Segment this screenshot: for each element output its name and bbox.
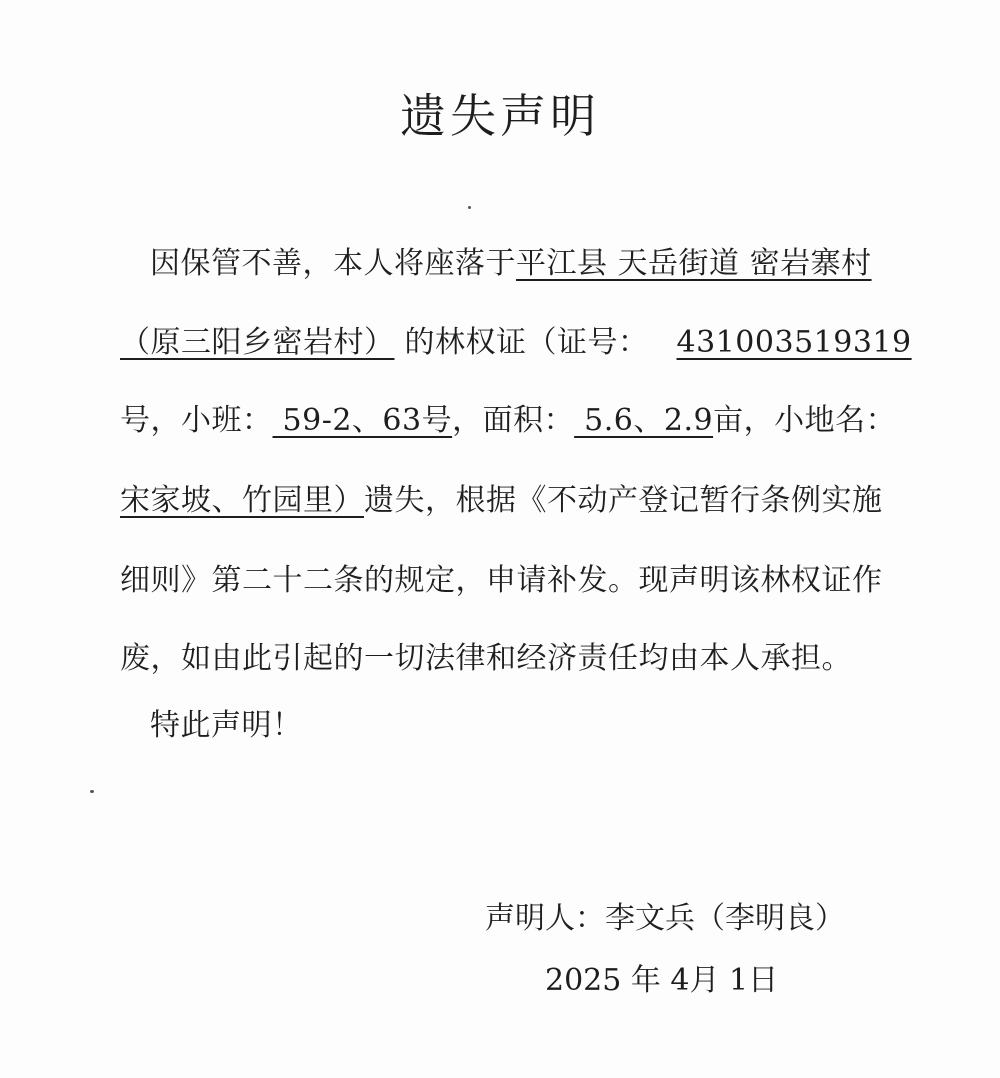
scan-speck xyxy=(468,206,471,209)
declaration-date: 2025 年 4月 1日 xyxy=(545,963,779,998)
line2-middle: 的林权证（证号： xyxy=(394,325,649,360)
area-values: 5.6、2.9 xyxy=(574,403,714,438)
original-village-text: （原三阳乡密岩村） xyxy=(120,325,395,360)
scan-speck xyxy=(90,790,94,793)
line3-suffix: 亩，小地名： xyxy=(713,403,897,438)
line4-suffix: 遗失，根据《不动产登记暂行条例实施 xyxy=(364,483,883,518)
line3-prefix: 号，小班： xyxy=(120,403,273,438)
document-title: 遗失声明 xyxy=(400,89,600,143)
line3-middle: ，面积： xyxy=(452,403,575,438)
body-line-3 xyxy=(120,395,896,439)
body-line-4 xyxy=(120,475,883,519)
body-line-2 xyxy=(120,317,912,361)
line1-prefix: 因保管不善，本人将座落于 xyxy=(150,246,516,281)
plot-numbers: 59-2、63号 xyxy=(272,403,453,438)
certificate-number: 431003519319 xyxy=(676,325,912,360)
body-line-1 xyxy=(150,238,872,282)
declarant-signature: 声明人：李文兵（李明良） xyxy=(485,901,845,936)
body-line-5: 细则》第二十二条的规定，申请补发。现声明该林权证作 xyxy=(120,563,883,598)
closing-statement: 特此声明！ xyxy=(150,708,303,743)
place-names: 宋家坡、竹园里） xyxy=(120,483,364,518)
location-text: 平江县 天岳街道 密岩寨村 xyxy=(516,246,872,281)
body-line-6: 废，如由此引起的一切法律和经济责任均由本人承担。 xyxy=(120,641,852,676)
